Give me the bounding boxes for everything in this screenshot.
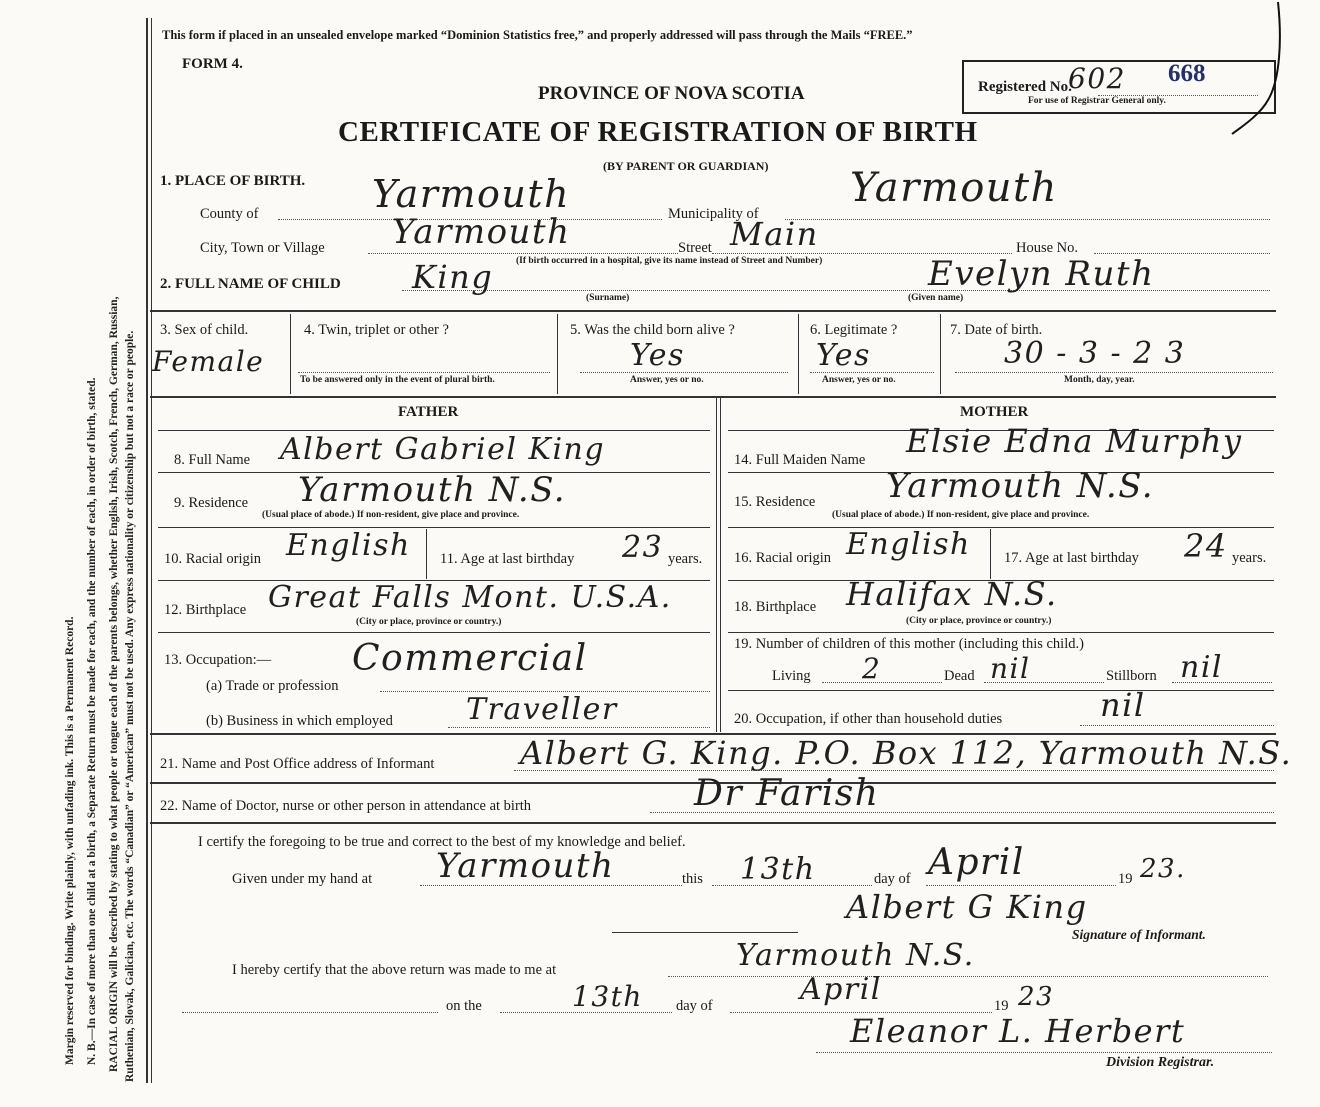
registered-hw-number: 602 [1068, 62, 1126, 95]
mother-race: English [846, 527, 971, 562]
mother-heading: MOTHER [960, 404, 1029, 420]
father-business: Traveller [466, 692, 618, 727]
city-value: Yarmouth [392, 212, 571, 252]
registrar-general-note: For use of Registrar General only. [1028, 96, 1166, 106]
father-occupation-label: 13. Occupation:— [164, 652, 272, 668]
registrar-year-prefix: 19 [994, 998, 1009, 1014]
registered-stamped-number: 668 [1168, 60, 1206, 87]
living-label: Living [772, 668, 811, 684]
nb-note: N. B.—In case of more than one child at a birth, a Separate Return must be made for each, and the number of each, in order of birth, stated. [86, 377, 98, 1065]
father-years: years. [668, 551, 703, 567]
cert-this-label: this [682, 871, 703, 887]
mother-residence: Yarmouth N.S. [886, 466, 1155, 506]
legitimate-label: 6. Legitimate ? [810, 322, 898, 338]
mother-years: years. [1232, 550, 1267, 566]
province-title: PROVINCE OF NOVA SCOTIA [538, 83, 805, 104]
father-name-label: 8. Full Name [174, 452, 251, 468]
certify-statement: I certify the foregoing to be true and correct to the best of my knowledge and belief. [198, 834, 686, 850]
division-registrar-caption: Division Registrar. [1106, 1055, 1215, 1070]
racial-origin-note-2: Ruthenian, Slovak, Galician, etc. The words “Canadian” or “American” must not be used. Any express nationality or citizenship but not a race or people. [124, 330, 136, 1082]
registered-label: Registered No. [978, 79, 1072, 95]
father-birthplace: Great Falls Mont. U.S.A. [268, 580, 672, 615]
father-age: 23 [622, 530, 664, 565]
mother-occupation: nil [1100, 686, 1146, 724]
father-trade-label: (a) Trade or profession [206, 678, 339, 694]
father-race-label: 10. Racial origin [164, 551, 262, 567]
mother-race-label: 16. Racial origin [734, 550, 832, 566]
mother-occupation-label: 20. Occupation, if other than household duties [734, 711, 1003, 727]
mother-birthplace-note: (City or place, province or country.) [906, 616, 1052, 626]
racial-origin-note: RACIAL ORIGIN will be described by stating to what people or tongue each of the parents belongs, whether English, Irish, Scotch, French, German, Russian, [108, 296, 120, 1072]
sex-label: 3. Sex of child. [160, 322, 249, 338]
father-race: English [286, 528, 411, 563]
county-label: County of [200, 206, 259, 222]
doctor-label: 22. Name of Doctor, nurse or other person in attendance at birth [160, 798, 532, 814]
stillborn-value: nil [1180, 650, 1224, 685]
father-residence: Yarmouth N.S. [298, 470, 567, 510]
registrar-signature: Eleanor L. Herbert [850, 1012, 1186, 1050]
born-alive-label: 5. Was the child born alive ? [570, 322, 735, 338]
father-birthplace-label: 12. Birthplace [164, 602, 247, 618]
mother-birthplace-label: 18. Birthplace [734, 599, 817, 615]
registrar-day-of-label: day of [676, 998, 713, 1014]
legitimate-note: Answer, yes or no. [822, 375, 896, 385]
place-of-birth-label: 1. PLACE OF BIRTH. [160, 173, 306, 189]
mother-age-label: 17. Age at last birthday [1004, 550, 1139, 566]
twin-label: 4. Twin, triplet or other ? [304, 322, 449, 338]
dob-label: 7. Date of birth. [950, 322, 1043, 338]
informant-value: Albert G. King. P.O. Box 112, Yarmouth N.S. [520, 734, 1293, 772]
registrar-day: 13th [572, 980, 643, 1013]
registrar-place: Yarmouth N.S. [736, 938, 975, 973]
municipality-value: Yarmouth [850, 165, 1058, 211]
cert-month: April [928, 842, 1025, 883]
father-age-label: 11. Age at last birthday [440, 551, 575, 567]
registrar-year: 23 [1018, 982, 1055, 1012]
stillborn-label: Stillborn [1106, 668, 1157, 684]
given-under-hand-label: Given under my hand at [232, 871, 373, 887]
certificate-title: CERTIFICATE OF REGISTRATION OF BIRTH [338, 116, 978, 148]
form-number: FORM 4. [182, 56, 243, 72]
cert-day: 13th [740, 852, 816, 887]
mother-age: 24 [1184, 527, 1228, 565]
dead-label: Dead [944, 668, 975, 684]
left-border-inner [151, 18, 152, 1083]
pen-stroke-mark [1230, 0, 1290, 140]
father-trade: Commercial [352, 638, 588, 679]
doctor-value: Dr Farish [694, 773, 880, 814]
children-count-label: 19. Number of children of this mother (including this child.) [734, 636, 1084, 652]
living-value: 2 [862, 652, 882, 685]
father-name: Albert Gabriel King [280, 432, 606, 467]
informant-signature: Albert G King [846, 888, 1088, 926]
registrar-statement: I hereby certify that the above return was made to me at [232, 962, 557, 978]
mother-name-label: 14. Full Maiden Name [734, 452, 866, 468]
surname-caption: (Surname) [586, 293, 630, 303]
legitimate-value: Yes [816, 338, 871, 373]
dead-value: nil [990, 652, 1031, 685]
city-label: City, Town or Village [200, 240, 325, 256]
cert-place: Yarmouth [436, 846, 615, 886]
dob-note: Month, day, year. [1064, 375, 1135, 385]
father-birthplace-note: (City or place, province or country.) [356, 617, 502, 627]
hospital-note: (If birth occurred in a hospital, give its name instead of Street and Number) [516, 256, 823, 266]
mother-birthplace: Halifax N.S. [846, 575, 1058, 613]
free-label: “FREE.” [863, 28, 913, 42]
child-surname: King [412, 258, 494, 296]
child-given-name: Evelyn Ruth [928, 254, 1155, 294]
registrar-month: April [800, 972, 882, 1007]
left-border [146, 18, 148, 1083]
father-business-label: (b) Business in which employed [206, 713, 393, 729]
municipality-label: Municipality of [668, 206, 759, 222]
informant-signature-caption: Signature of Informant. [1072, 927, 1206, 942]
father-residence-label: 9. Residence [174, 495, 249, 511]
margin-note: Margin reserved for binding. Write plainly, with unfading ink. This is a Permanent Record. [64, 616, 76, 1065]
street-label: Street [678, 240, 712, 256]
born-alive-note: Answer, yes or no. [630, 375, 704, 385]
registrar-on-the-label: on the [446, 998, 482, 1014]
mother-name: Elsie Edna Murphy [906, 422, 1243, 460]
mother-residence-label: 15. Residence [734, 494, 816, 510]
informant-label: 21. Name and Post Office address of Informant [160, 756, 435, 772]
father-heading: FATHER [398, 404, 459, 420]
given-name-caption: (Given name) [908, 293, 964, 303]
dob-value: 30 - 3 - 2 3 [1004, 336, 1186, 371]
twin-note: To be answered only in the event of plural birth. [300, 375, 495, 385]
mother-residence-note: (Usual place of abode.) If non-resident, give place and province. [832, 510, 1090, 520]
mail-notice: This form if placed in an unsealed envelope marked “Dominion Statistics free,” and properly addressed will pass through the Mails “FREE.” [162, 28, 913, 42]
cert-year: 23. [1140, 854, 1186, 884]
house-no-label: House No. [1016, 240, 1079, 256]
born-alive-value: Yes [630, 338, 685, 373]
certificate-subtitle: (BY PARENT OR GUARDIAN) [603, 159, 769, 173]
father-residence-note: (Usual place of abode.) If non-resident, give place and province. [262, 510, 520, 520]
cert-day-of-label: day of [874, 871, 911, 887]
cert-year-prefix: 19 [1118, 871, 1133, 887]
sex-value: Female [152, 345, 265, 378]
county-value: Yarmouth [372, 172, 571, 216]
street-value: Main [730, 215, 819, 253]
child-name-label: 2. FULL NAME OF CHILD [160, 276, 341, 292]
